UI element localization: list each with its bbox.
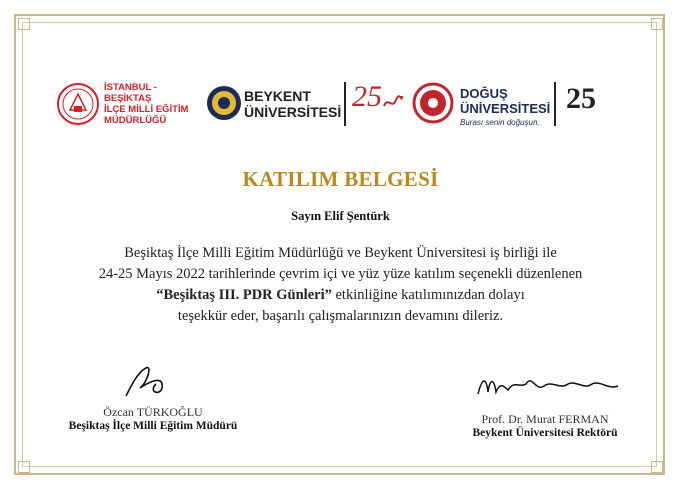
body-line-3 bbox=[60, 285, 621, 306]
body-line-4: teşekkür eder, başarılı çalışmalarınızın devamını dileriz. bbox=[177, 308, 504, 324]
body-line-3-rest: etkinliğine katılımınızdan dolayı bbox=[331, 287, 525, 303]
right-signature-icon bbox=[474, 368, 624, 402]
beykent-line-1: BEYKENT bbox=[244, 88, 311, 104]
corner-ornament bbox=[18, 461, 30, 473]
corner-ornament bbox=[651, 18, 663, 30]
left-signatory-role: Beşiktaş İlçe Milli Eğitim Müdürü bbox=[68, 420, 238, 432]
logo-strip bbox=[56, 78, 630, 136]
meb-line-1: İSTANBUL - BEŞİKTAŞ bbox=[104, 82, 157, 104]
event-name: “Beşiktaş III. PDR Günleri” bbox=[156, 287, 332, 303]
beykent-line-2: ÜNİVERSİTESİ bbox=[244, 104, 342, 120]
meb-name bbox=[104, 82, 200, 126]
meb-emblem-icon bbox=[56, 80, 100, 128]
right-signatory-name: Prof. Dr. Murat FERMAN bbox=[481, 412, 609, 426]
beykent-seal-icon bbox=[206, 78, 242, 128]
recipient-name: Sayın Elif Şentürk bbox=[291, 209, 390, 223]
meb-line-2: İLÇE MİLLİ EĞİTİM bbox=[104, 104, 189, 115]
right-signature-block bbox=[445, 412, 645, 439]
dogus-slogan: Burası senin doğuşun. bbox=[460, 118, 540, 127]
corner-ornament bbox=[651, 461, 663, 473]
anniversary-script-icon bbox=[382, 92, 404, 112]
meb-line-3: MÜDÜRLÜĞÜ bbox=[104, 115, 167, 126]
certificate-body bbox=[60, 243, 621, 327]
dogus-25-mark: 25 bbox=[566, 82, 596, 115]
certificate-title: KATILIM BELGESİ bbox=[242, 167, 439, 191]
left-signatory-name: Özcan TÜRKOĞLU bbox=[103, 405, 203, 419]
logo-divider bbox=[344, 82, 346, 126]
dogus-line-2: ÜNİVERSİTESİ bbox=[460, 101, 551, 116]
body-line-2: 24-25 Mayıs 2022 tarihlerinde çevrim içi ve yüz yüze katılım seçenekli düzenlenen bbox=[98, 266, 583, 282]
beykent-name bbox=[244, 88, 341, 120]
corner-ornament bbox=[18, 18, 30, 30]
right-signatory-role: Beykent Üniversitesi Rektörü bbox=[472, 427, 618, 439]
anniversary-mark: 25 bbox=[352, 80, 382, 113]
logo-divider bbox=[554, 82, 556, 126]
dogus-line-1: DOĞUŞ bbox=[460, 86, 508, 101]
left-signature-icon bbox=[118, 362, 178, 402]
left-signature-block bbox=[48, 405, 258, 432]
dogus-seal-icon bbox=[412, 78, 454, 128]
dogus-name bbox=[460, 86, 550, 116]
body-line-1: Beşiktaş İlçe Milli Eğitim Müdürlüğü ve Beykent Üniversitesi iş birliği ile bbox=[124, 245, 557, 261]
